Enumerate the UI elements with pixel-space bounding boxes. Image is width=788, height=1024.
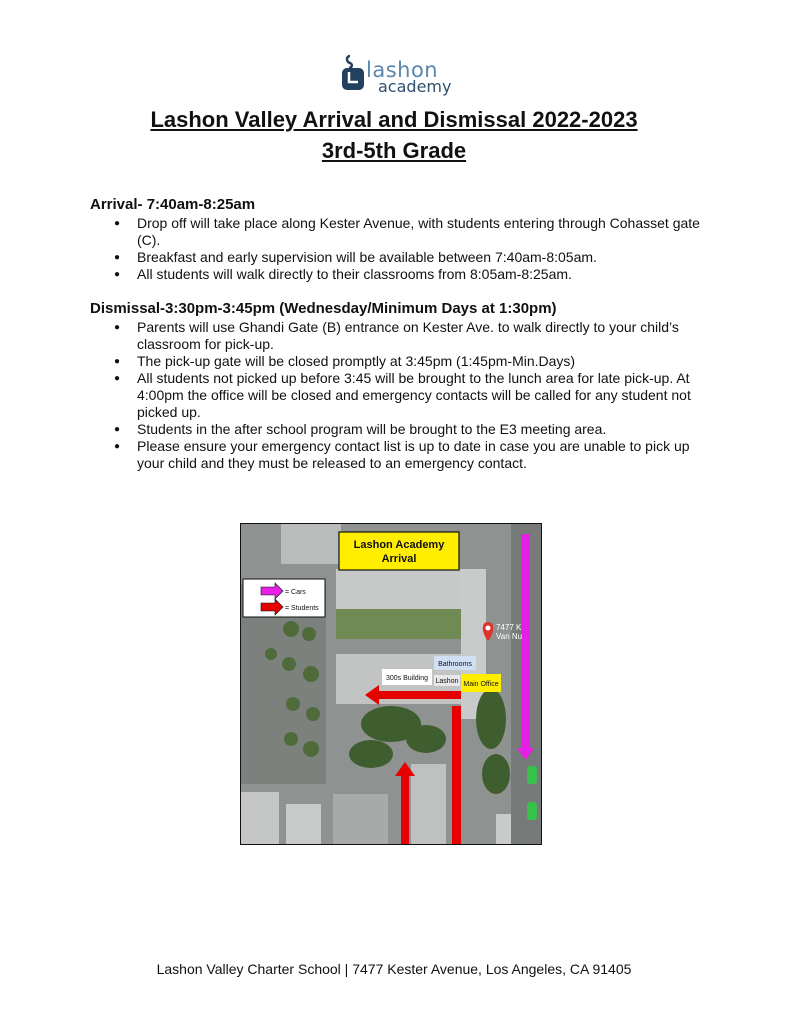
arrival-list bbox=[110, 215, 710, 283]
arrival-item: ● Drop off will take place along Kester Avenue, with students entering through Cohasset gate (C). bbox=[110, 215, 710, 249]
map-title-line1: Lashon Academy bbox=[353, 539, 445, 551]
pin-address-line1: 7477 K bbox=[496, 623, 522, 632]
logo-word-lashon: lashon bbox=[366, 58, 439, 82]
cars-route-line bbox=[521, 534, 530, 749]
main-office-label: Main Office bbox=[463, 681, 499, 688]
page-title: Lashon Valley Arrival and Dismissal 2022-2023 bbox=[150, 107, 638, 132]
logo-word-academy: academy bbox=[378, 77, 452, 96]
pin-address-line2: Van Nu bbox=[496, 632, 523, 641]
page-footer: Lashon Valley Charter School | 7477 Kester Avenue, Los Angeles, CA 91405 bbox=[156, 961, 632, 977]
dismissal-item: ● Parents will use Ghandi Gate (B) entrance on Kester Ave. to walk directly to your child’s classroom for pick-up. bbox=[110, 319, 710, 353]
school-logo bbox=[340, 54, 450, 98]
bathrooms-label: Bathrooms bbox=[438, 661, 472, 668]
dismissal-item: ● The pick-up gate will be closed promptly at 3:45pm (1:45pm-Min.Days) bbox=[110, 353, 710, 370]
dismissal-item: ● All students not picked up before 3:45 will be brought to the lunch area for late pick-up. At 4:00pm the office will be closed and emergency contacts will be called for any student not picked up. bbox=[110, 370, 710, 421]
arrival-item: ● All students will walk directly to their classrooms from 8:05am-8:25am. bbox=[110, 266, 710, 283]
legend-cars-label: = Cars bbox=[285, 589, 306, 596]
dismissal-list bbox=[110, 319, 710, 472]
arrival-heading: Arrival- 7:40am-8:25am bbox=[90, 196, 256, 213]
arrival-map bbox=[240, 523, 542, 845]
map-title-line2: Arrival bbox=[381, 553, 417, 565]
arrival-item: ● Breakfast and early supervision will be available between 7:40am-8:05am. bbox=[110, 249, 710, 266]
arrival-map-graphic bbox=[241, 524, 541, 844]
dismissal-item: ● Please ensure your emergency contact list is up to date in case you are unable to pick up your child and they must be released to an emergency contact. bbox=[110, 438, 710, 472]
lashon-tag-label: Lashon bbox=[435, 678, 459, 685]
building-300s-label: 300s Building bbox=[385, 675, 429, 682]
dismissal-item: ● Students in the after school program will be brought to the E3 meeting area. bbox=[110, 421, 710, 438]
page-subtitle: 3rd-5th Grade bbox=[321, 138, 467, 163]
legend-students-label: = Students bbox=[285, 605, 319, 612]
dismissal-heading: Dismissal-3:30pm-3:45pm (Wednesday/Minimum Days at 1:30pm) bbox=[90, 300, 557, 317]
